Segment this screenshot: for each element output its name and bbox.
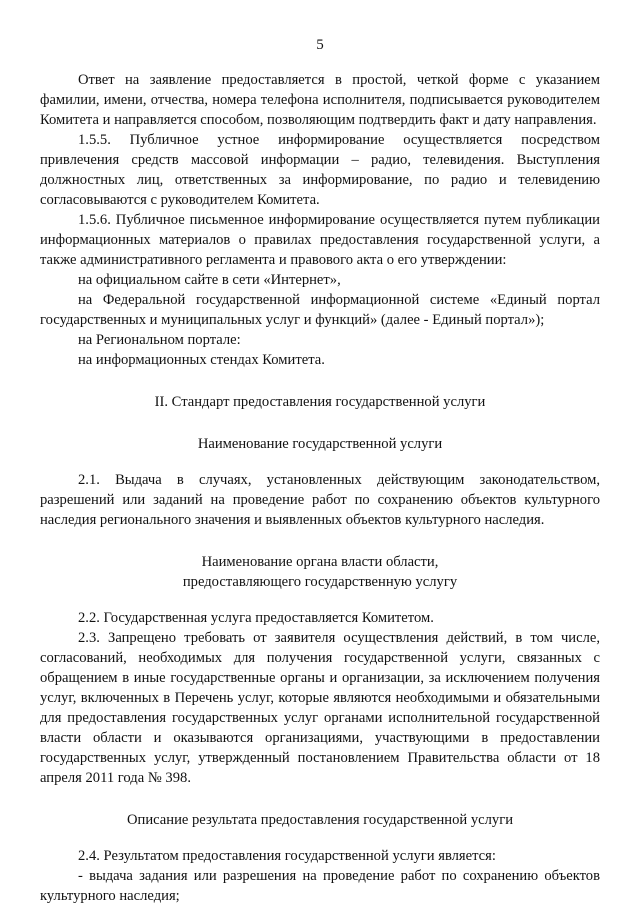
paragraph-1-5-6: 1.5.6. Публичное письменное информирование осуществляется путем публикации информационных материалов о правилах предоставления государственной услуги, а также административного регламента и правового акта о его утверждении: [40, 212, 600, 268]
paragraph-2-2: 2.2. Государственная услуга предоставляется Комитетом. [78, 610, 434, 626]
subheading-result-description: Описание результата предоставления государственной услуги [126, 812, 514, 828]
list-item-info-stands: на информационных стендах Комитета. [78, 352, 325, 368]
section-title: II. Стандарт предоставления государственной услуги [154, 394, 486, 410]
list-item-regional-portal: на Региональном портале: [78, 332, 241, 348]
paragraph-2-3: 2.3. Запрещено требовать от заявителя осуществления действий, в том числе, согласований, необходимых для получения государственной услуги, связанных с обращением в иные государственные органы и организации, за исключением получения услуг, включенных в Перечень услуг, которые являются необходимыми и обязательными для предоставления государственных услуг органами исполнительной государственной власти области и оказываются организациями, участвующими в предоставлении государственных услуг, утвержденный постановлением Правительства области от 18 апреля 2011 года № 398. [40, 630, 600, 786]
paragraph-answer-form: Ответ на заявление предоставляется в простой, четкой форме с указанием фамилии, имени, отчества, номера телефона исполнителя, подписывается руководителем Комитета и направляется способом, позволяющим подтвердить факт и дату направления. [40, 72, 600, 128]
list-item-official-site: на официальном сайте в сети «Интернет», [78, 272, 341, 288]
subheading-authority-line-1: Наименование органа власти области, [201, 554, 439, 570]
paragraph-2-1: 2.1. Выдача в случаях, установленных действующим законодательством, разрешений или заданий на проведение работ по сохранению объектов культурного наследия регионального значения и выявленных объектов культурного наследия. [40, 472, 600, 528]
paragraph-2-4: 2.4. Результатом предоставления государственной услуги является: [78, 848, 496, 864]
paragraph-1-5-5: 1.5.5. Публичное устное информирование осуществляется посредством привлечения средств массовой информации – радио, телевидения. Выступления должностных лиц, ответственных за информирование, по радио и телевидению согласовываются с руководителем Комитета. [40, 132, 600, 208]
subheading-service-name: Наименование государственной услуги [197, 436, 443, 452]
paragraph-2-4-item: - выдача задания или разрешения на проведение работ по сохранению объектов культурного наследия; [40, 868, 600, 904]
page-number: 5 [316, 37, 324, 53]
subheading-authority-line-2: предоставляющего государственную услугу [182, 574, 458, 590]
list-item-federal-portal: на Федеральной государственной информационной системе «Единый портал государственных и муниципальных услуг и функций» (далее - Единый портал»); [40, 292, 600, 328]
